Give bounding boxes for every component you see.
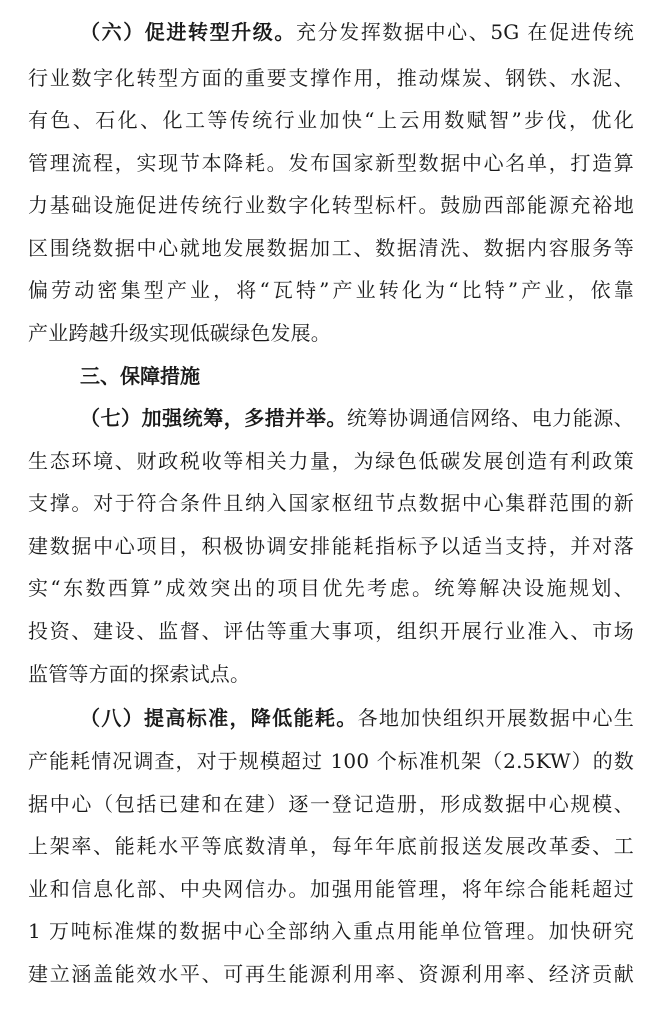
paragraph-7-text-1: 统筹协调通信网络、电力能源、 (346, 406, 634, 430)
paragraph-6-line-3: 有色、石化、化工等传统行业加快“上云用数赋智”步伐，优化 (28, 108, 634, 132)
paragraph-8-line-4: 上架率、能耗水平等底数清单，每年年底前报送发展改革委、工 (28, 834, 634, 858)
paragraph-6-line-8: 产业跨越升级实现低碳绿色发展。 (28, 321, 331, 345)
paragraph-7-line-2: 生态环境、财政税收等相关力量，为绿色低碳发展创造有利政策 (28, 449, 634, 473)
paragraph-6-line-1 (80, 12, 634, 52)
paragraph-7-line-5: 实“东数西算”成效突出的项目优先考虑。统筹解决设施规划、 (28, 576, 634, 600)
paragraph-8-line-2: 产能耗情况调查，对于规模超过 100 个标准机架（2.5KW）的数 (28, 749, 634, 773)
paragraph-8-line-6: 1 万吨标准煤的数据中心全部纳入重点用能单位管理。加快研究 (28, 919, 634, 943)
paragraph-8-lead: （八）提高标准，降低能耗。 (80, 706, 358, 730)
paragraph-7-lead: （七）加强统筹，多措并举。 (80, 406, 347, 430)
paragraph-6-text-1: 充分发挥数据中心、5G 在促进传统 (295, 20, 635, 44)
paragraph-8-line-1 (80, 698, 634, 738)
paragraph-6-lead: （六）促进转型升级。 (80, 20, 296, 44)
paragraph-6-line-4: 管理流程，实现节本降耗。发布国家新型数据中心名单，打造算 (28, 151, 634, 175)
paragraph-6-line-5: 力基础设施促进传统行业数字化转型标杆。鼓励西部能源充裕地 (28, 193, 634, 217)
paragraph-8-line-7: 建立涵盖能效水平、可再生能源利用率、资源利用率、经济贡献 (28, 962, 634, 986)
paragraph-7-line-6: 投资、建设、监督、评估等重大事项，组织开展行业准入、市场 (28, 619, 634, 643)
paragraph-8-line-3: 据中心（包括已建和在建）逐一登记造册，形成数据中心规模、 (28, 792, 634, 816)
paragraph-6-line-2: 行业数字化转型方面的重要支撑作用，推动煤炭、钢铁、水泥、 (28, 66, 634, 90)
paragraph-7-line-1 (80, 398, 634, 438)
paragraph-8-line-5: 业和信息化部、中央网信办。加强用能管理，将年综合能耗超过 (28, 877, 634, 901)
paragraph-8-text-1: 各地加快组织开展数据中心生 (357, 706, 634, 730)
paragraph-7-line-4: 建数据中心项目，积极协调安排能耗指标予以适当支持，并对落 (28, 534, 634, 558)
paragraph-6-line-6: 区围绕数据中心就地发展数据加工、数据清洗、数据内容服务等 (28, 236, 634, 260)
section-heading: 三、保障措施 (80, 364, 200, 388)
paragraph-6-line-7: 偏劳动密集型产业，将“瓦特”产业转化为“比特”产业，依靠 (28, 278, 634, 302)
paragraph-7-line-3: 支撑。对于符合条件且纳入国家枢纽节点数据中心集群范围的新 (28, 491, 634, 515)
paragraph-7-line-7: 监管等方面的探索试点。 (28, 662, 251, 686)
